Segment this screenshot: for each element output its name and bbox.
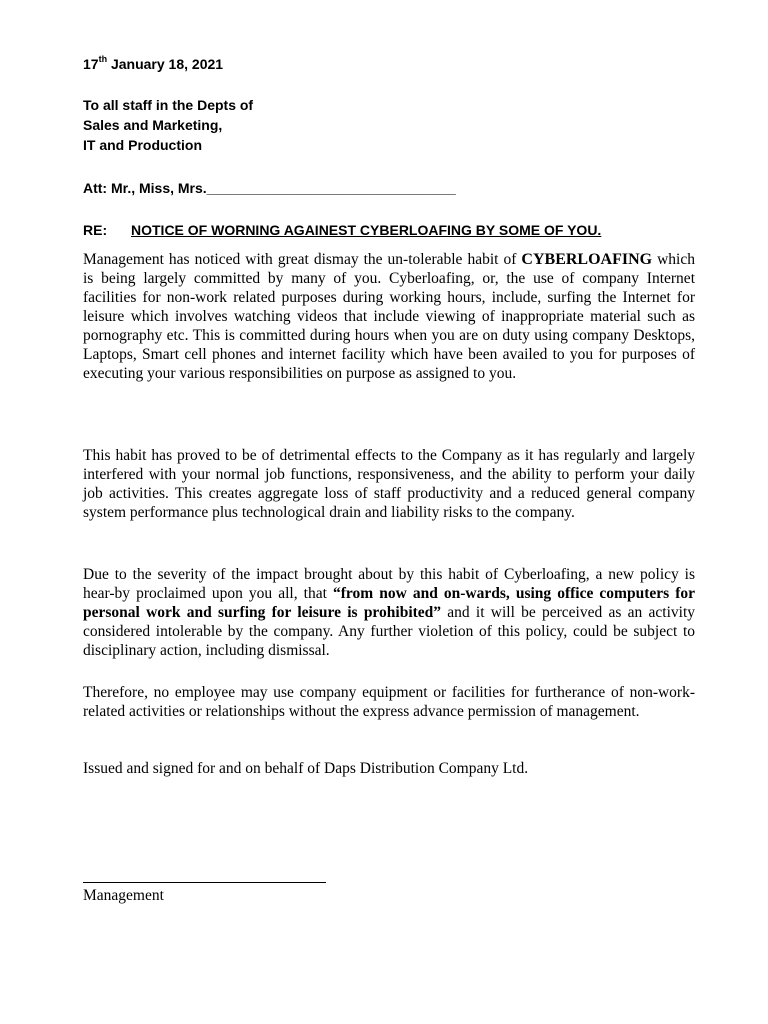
subject-text: NOTICE OF WORNING AGAINEST CYBERLOAFING BY SOME OF YOU. bbox=[131, 222, 602, 238]
attention-line: Att: Mr., Miss, Mrs.________________________________ bbox=[83, 180, 456, 196]
subject-label: RE: bbox=[83, 222, 108, 238]
paragraph-5: Issued and signed for and on behalf of Daps Distribution Company Ltd. bbox=[83, 760, 529, 777]
paragraph-3-text-c: and it will be perceived as an activity considered intolerable by the company. Any further violetion of this policy, could be subject to disciplinary action, including dismissal. bbox=[83, 604, 696, 659]
paragraph-3 bbox=[83, 565, 695, 660]
date-day: 17 bbox=[83, 56, 99, 72]
signatory-name: Management bbox=[83, 887, 164, 904]
paragraph-3-text-a: Due to the severity of the impact brought about by this habit of Cyberloafing, a new policy is hear-by proclaimed upon you all, that bbox=[83, 566, 695, 602]
date-rest: January 18, 2021 bbox=[107, 56, 224, 72]
paragraph-1-text-a: Management has noticed with great dismay the un-tolerable habit of bbox=[83, 251, 522, 268]
addressee-line: Sales and Marketing, bbox=[83, 117, 223, 133]
paragraph-1 bbox=[83, 250, 695, 383]
paragraph-1-keyword: CYBERLOAFING bbox=[521, 251, 653, 268]
addressee-line: IT and Production bbox=[83, 137, 202, 153]
paragraph-1-text-c: which is being largely committed by many of you. Cyberloafing, or, the use of company Internet facilities for non-work related purposes during working hours, include, surfing the Internet for leisure which involves watching videos that include viewing of inappropriate material such as pornography etc. This is committed during hours when you are on duty using company Desktops, Laptops, Smart cell phones and internet facility which have been availed to you for purposes of executing your various responsibilities on purpose as assigned to you. bbox=[83, 251, 695, 382]
signature-line bbox=[83, 882, 326, 883]
addressee-block bbox=[83, 95, 253, 155]
paragraph-2: This habit has proved to be of detrimental effects to the Company as it has regularly and largely interfered with your normal job functions, responsiveness, and the ability to perform your daily job activities. This creates aggregate loss of staff productivity and a reduced general company system performance plus technological drain and liability risks to the company. bbox=[83, 447, 695, 521]
subject-line bbox=[83, 220, 601, 240]
letter-date bbox=[83, 54, 223, 74]
date-ordinal: th bbox=[98, 54, 108, 65]
paragraph-3-policy-quote: “from now and on-wards, using office computers for personal work and surfing for leisure is prohibited” bbox=[83, 585, 695, 621]
paragraph-4: Therefore, no employee may use company equipment or facilities for furtherance of non-work-related activities or relationships without the express advance permission of management. bbox=[83, 684, 695, 720]
addressee-line: To all staff in the Depts of bbox=[83, 97, 254, 113]
